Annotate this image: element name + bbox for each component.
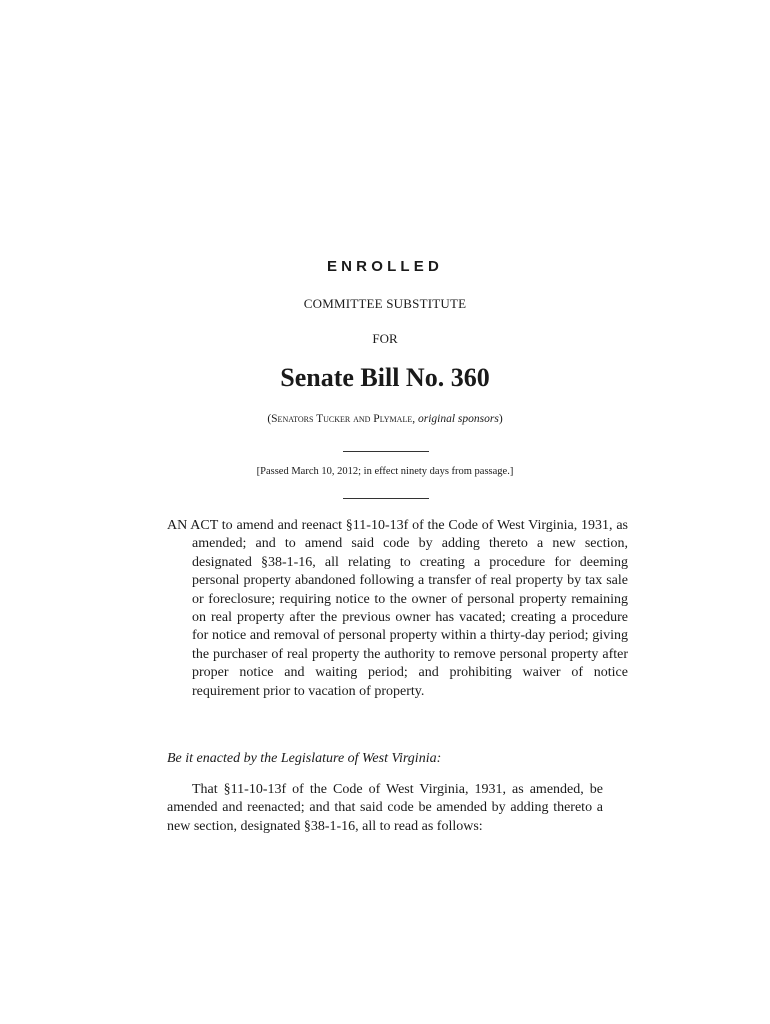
sponsors-role: original sponsors (417, 413, 499, 425)
act-title-paragraph: AN ACT to amend and reenact §11-10-13f of the Code of West Virginia, 1931, as amended; and to amend said code by adding thereto a new section, designated §38-1-16, all relating to creating a procedure for deeming personal property abandoned following a transfer of real property by tax sale or foreclosure; requiring notice to the owner of personal property remaining on real property after the previous owner has vacated; creating a procedure for notice and removal of personal property within a thirty-day period; giving the purchaser of real property the authority to remove personal property after proper notice and waiting period; and prohibiting waiver of notice requirement prior to vacation of property. (167, 518, 628, 699)
divider-rule-bottom (343, 498, 429, 499)
sponsors-close-paren: ) (498, 413, 503, 425)
sponsors-names: Senators Tucker and Plymale (271, 413, 413, 425)
intro-paragraph: That §11-10-13f of the Code of West Virginia, 1931, as amended, be amended and reenacted; and that said code be amended by adding thereto a new section, designated §38-1-16, all to read as follows: (167, 782, 603, 834)
committee-substitute-label: COMMITTEE SUBSTITUTE (303, 296, 467, 311)
enrolled-heading: ENROLLED (326, 258, 444, 275)
sponsors-open-paren: ( (267, 413, 272, 425)
bill-title: Senate Bill No. 360 (280, 363, 490, 392)
sponsors-separator: , (412, 413, 418, 425)
for-label: FOR (372, 331, 398, 346)
sponsors-line (0, 413, 770, 425)
divider-rule-top (343, 451, 429, 452)
enacting-clause: Be it enacted by the Legislature of West Virginia: (167, 751, 442, 766)
passed-note: [Passed March 10, 2012; in effect ninety days from passage.] (256, 466, 514, 477)
